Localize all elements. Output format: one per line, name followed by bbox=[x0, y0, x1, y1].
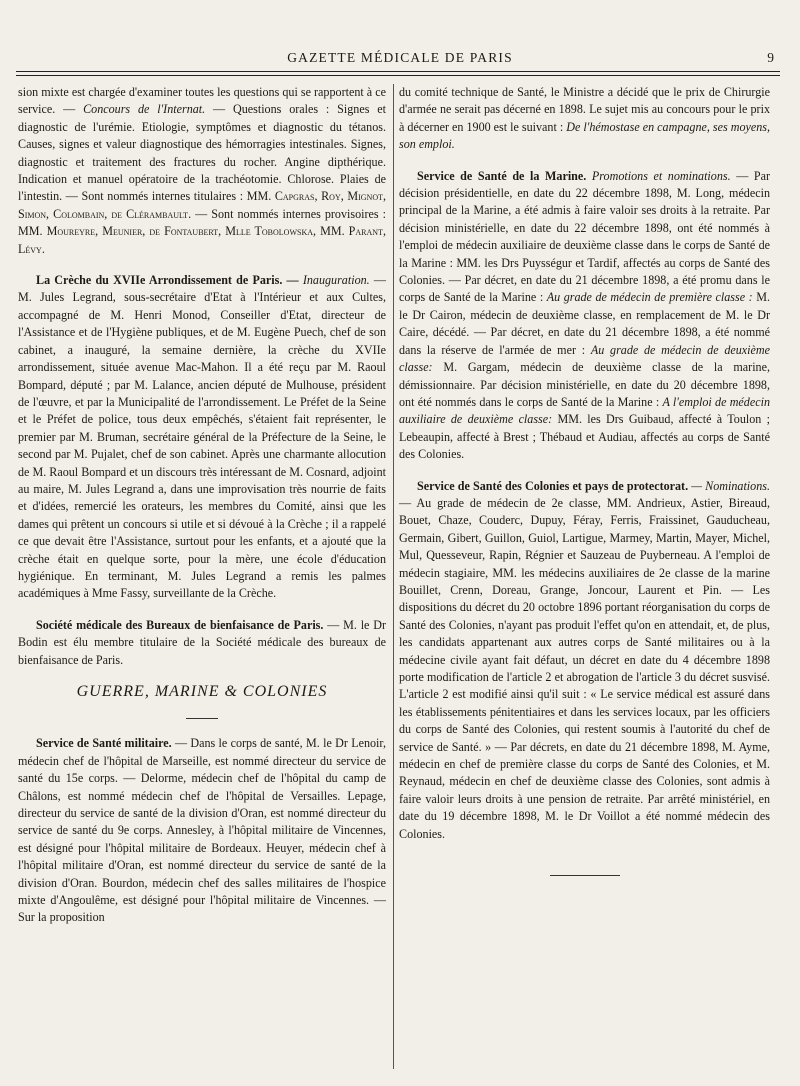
colonies-paragraph: Service de Santé des Colonies et pays de protectorat. — Nominations. — Au grade de médecin de 2e classe, MM. Andrieux, Astier, Bireaud, Bouet, Chaze, Couderc, Dupuy, Féray, Ferris, Fraissinet, Gauducheau, Germain, Gibert, Guillon, Guiol, Lartigue, Marmey, Martin, Mayer, Michel, Mul, Quesseveur, Rapin, Régnier et Sauzeau de Puyberneau. A l'emploi de médecin stagiaire, MM. les médecins auxiliaires de 2e classe de la marine Bouillet, Crenn, Doreau, Grange, Joncour, Laurent et Pin. — Les dispositions du décret du 20 octobre 1896 portant réorganisation du corps de Santé des Colonies, n'ayant pas produit l'effet qu'on en attendait, et, de plus, les candidats appartenant aux autres corps de Santé militaires ou à la médecine civile ayant fait défaut, un décret en date du 4 décembre 1898 porte modification de l'article 2 et abrogation de l'article 3 du décret susvisé. L'article 2 est modifié ainsi qu'il suit : « Le service médical est assuré dans les établissements pénitentiaires et dans les services locaux, par les officiers du corps de Santé des Colonies, qui restent soumis à l'autorité du chef de service de Santé. » — Par décrets, en date du 21 décembre 1898, M. Ayme, médecin en chef de première classe du corps de Santé des Colonies, et M. Reynaud, médecin en chef de deuxième classe des Colonies, sont admis à faire valoir leurs droits à une pension de retraite. Par arrêté ministériel, en date du 19 décembre 1898, M. le Dr Voillot a été nommé médecin des Colonies. bbox=[399, 478, 770, 841]
running-header bbox=[18, 44, 782, 70]
header-rule bbox=[16, 71, 780, 72]
right-column bbox=[399, 84, 770, 876]
militaire-paragraph: Service de Santé militaire. — Dans le corps de santé, M. le Dr Lenoir, médecin chef de l'hôpital de Marseille, est nommé directeur du service de santé du 15e corps. — Delorme, médecin chef de l'hôpital du camp de Châlons, est nommé médecin chef de l'hôpital de Versailles. Lepage, directeur du service de santé de la division d'Oran, est nommé directeur du service de santé du 9e corps. Annesley, à l'hôpital militaire de Vincennes, est désigné pour l'hôpital militaire de Bordeaux. Heuyer, médecin chef à l'hôpital militaire d'Oran, est nommé directeur du service de santé de la division d'Oran. Bourdon, médecin chef des salles militaires de l'hospice mixte d'Angoulême, est désigné pour l'hôpital militaire de Vincennes. — Sur la proposition bbox=[18, 736, 386, 925]
internat-paragraph: sion mixte est chargée d'examiner toutes les questions qui se rapportent à ce service. — Concours de l'Internat. — Questions orales : Signes et diagnostic de l'urémie. Etiologie, symptômes et diagnostic du tétanos. Causes, signes et valeur diagnostique des hémorragies intestinales. Signes, diagnostic et traitement des fractures du rocher. Angine dipthérique. Indication et manuel opératoire de la trachéotomie. Chlorose. Plaies de l'intestin. — Sont nommés internes titulaires : MM. Capgras, Roy, Mignot, Simon, Colombain, de Clérambault. — Sont nommés internes provisoires : MM. Moureyre, Meunier, de Fontaubert, Mlle Tobolowska, MM. Parant, Lévy. bbox=[18, 85, 387, 256]
prix-paragraph: du comité technique de Santé, le Ministre a décidé que le prix de Chirurgie d'armée ne serait pas décerné en 1898. Le sujet mis au concours pour le prix à décerner en 1900 est le suivant : De l'hémostase en campagne, ses moyens, son emploi. bbox=[399, 85, 771, 152]
creche-paragraph: La Crèche du XVIIe Arrondissement de Paris. — Inauguration. — M. Jules Legrand, sous-secrétaire d'Etat à l'Intérieur et aux Cultes, accompagné de M. Henri Monod, Conseiller d'Etat, directeur de l'Assistance et de l'Hygiène publiques, et de M. Eugène Puech, chef de son cabinet, a inauguré, la semaine dernière, la crèche du XVIIe arrondissement, située avenue Mac-Mahon. Il a été reçu par M. Raoul Bompard, député ; par M. Lalance, ancien député de Mulhouse, président de l'œuvre, et par la Municipalité de l'arrondissement. Le Préfet de la Seine et le Préfet de police, tous deux empêchés, s'étaient fait représenter, le premier par M. Bruman, secrétaire général de la Préfecture de la Seine, le second par M. Pujalet, chef de son cabinet. Après une charmante allocution de M. Raoul Bompard et un discours très intéressant de M. Cosnard, adjoint au maire, M. Jules Legrand a, dans une improvisation très nourrie de faits et d'idées, remercié les orateurs, les membres du Comité, ainsi que les dames qui prêtent un concours si utile et si dévoué à la Crèche ; il a rappelé ce que devait être l'Assistance, surtout pour les enfants, et a ajouté que la crèche était en quelque sorte, pour la mère, une école d'éducation hygiénique. En terminant, M. Jules Legrand a remis les palmes académiques à Mme Fassy, surveillante de la Crèche. bbox=[18, 273, 386, 601]
end-rule bbox=[550, 875, 620, 876]
header-rule-thin bbox=[16, 75, 780, 76]
section-rule bbox=[186, 718, 218, 719]
marine-paragraph: Service de Santé de la Marine. Promotions et nominations. — Par décision présidentielle, en date du 22 décembre 1898, M. Long, médecin principal de la Marine, a été admis à faire valoir ses droits à la retraite. Par décision ministérielle, en date du 22 décembre 1898, ont été nommés à l'emploi de médecin auxiliaire de deuxième classe dans le corps de Santé de la Marine : MM. les Drs Puysségur et Tardif, affectés au corps de Santé des Colonies. — Par décret, en date du 21 décembre 1898, a été promu dans le corps de Santé de la Marine : Au grade de médecin de première classe : M. le Dr Cairon, médecin de deuxième classe, en remplacement de M. le Dr Caire, décédé. — Par décret, en date du 21 décembre 1898, a été nommé dans la réserve de l'armée de mer : Au grade de médecin de deuxième classe: M. Gargam, médecin de deuxième classe de la marine, démissionnaire. Par décision ministérielle, en date du 20 décembre 1898, ont été nommés dans le corps de Santé de la Marine : A l'emploi de médecin auxiliaire de deuxième classe: MM. les Drs Guibaud, affecté à Toulon ; Lebeaupin, affecté à Brest ; Thébaud et Audiau, affectés au corps de Santé des Colonies. bbox=[399, 168, 771, 462]
column-separator bbox=[393, 84, 394, 1069]
left-column bbox=[18, 84, 386, 927]
section-title: GUERRE, MARINE & COLONIES bbox=[76, 683, 328, 700]
societe-paragraph: Société médicale des Bureaux de bienfaisance de Paris. — M. le Dr Bodin est élu membre titulaire de la Société médicale des bureaux de bienfaisance de Paris. bbox=[18, 617, 386, 667]
journal-title: GAZETTE MÉDICALE DE PARIS bbox=[287, 50, 513, 65]
page-number: 9 bbox=[767, 50, 774, 65]
